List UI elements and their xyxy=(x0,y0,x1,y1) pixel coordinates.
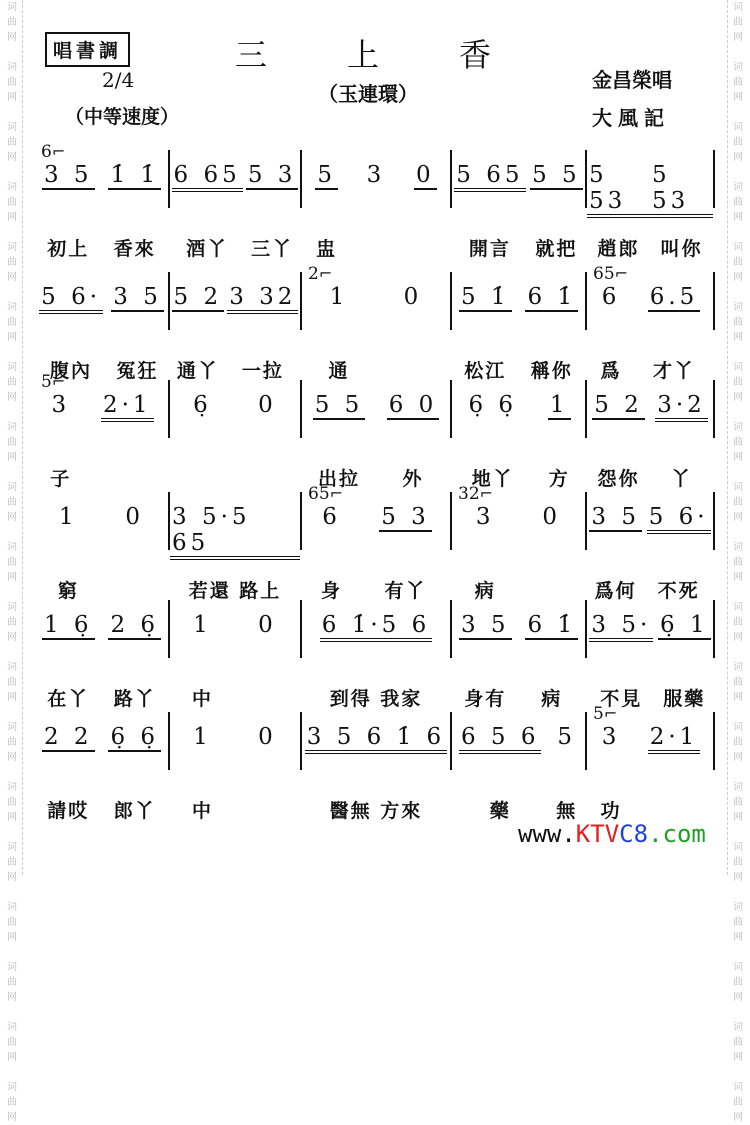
lyric: 若還 路上 xyxy=(188,580,282,602)
lyric: 怨你 xyxy=(597,468,640,490)
lyric: 酒丫 xyxy=(186,238,229,260)
note: 2 6̣ xyxy=(110,612,160,638)
note-group xyxy=(108,612,161,710)
note-group xyxy=(49,392,72,490)
note: 3 5 xyxy=(591,504,640,530)
lyric: 腹內 xyxy=(50,360,93,382)
note: 5 1̇ xyxy=(460,284,510,310)
note-group xyxy=(589,612,653,710)
note-group xyxy=(402,284,425,310)
note-group xyxy=(379,504,432,602)
lyric: 爲何 xyxy=(594,580,637,602)
note-group xyxy=(170,504,300,602)
score-row xyxy=(35,372,715,490)
note: 6.5 xyxy=(649,284,699,310)
grace-note: 6 ⌐ xyxy=(41,142,65,162)
note: 2·1 xyxy=(101,392,154,422)
note-group xyxy=(525,284,578,382)
grace-note: 5 ⌐ xyxy=(41,372,65,392)
note-group xyxy=(313,392,366,490)
note-group xyxy=(647,504,711,602)
note: 3 5 xyxy=(43,162,93,188)
note-group xyxy=(320,612,432,710)
note: 5 3 xyxy=(247,162,297,188)
lyric: 到得 我家 xyxy=(329,688,423,710)
note: 5 6· xyxy=(39,284,103,314)
note: 5 3 xyxy=(381,504,430,530)
note: 5 53 xyxy=(650,162,713,218)
score-row xyxy=(35,484,715,602)
note: 6 5 6 xyxy=(459,724,542,754)
lyric: 服藥 xyxy=(663,688,706,710)
note-group xyxy=(191,612,214,710)
tempo-marking: （中等速度） xyxy=(65,106,180,128)
lyric: 請哎 xyxy=(47,800,90,822)
note: 1 xyxy=(193,612,212,638)
watermark-right: 词 曲 网 词 曲 网 词 曲 网 词 曲 网 词 曲 网 词 曲 网 词 曲 网 词 曲 网 词 曲 网 词 曲 网 词 曲 网 词 曲 网 词 曲 网 词 曲 网 词 曲 网 词 曲 网 词 曲 网 词 曲 网 词 曲 网 xyxy=(727,0,748,875)
lyric: 藥 xyxy=(489,800,511,822)
lyric: 無 xyxy=(556,800,578,822)
lyric: 中 xyxy=(191,688,213,710)
note: 3 32 xyxy=(227,284,298,314)
note-group xyxy=(256,392,279,418)
lyric: 中 xyxy=(191,800,213,822)
note-group xyxy=(650,162,713,260)
note: 6̣ 1 xyxy=(660,612,709,638)
measure xyxy=(587,492,715,602)
measure xyxy=(587,150,715,260)
note-group xyxy=(256,724,279,750)
measure xyxy=(35,372,170,490)
lyric: 才丫 xyxy=(652,360,695,382)
measure xyxy=(587,264,715,382)
note: 5 xyxy=(317,162,336,188)
lyric: 香來 xyxy=(113,238,156,260)
measure xyxy=(452,272,587,382)
lyric: 有丫 xyxy=(384,580,427,602)
tune-style-box: 唱書調 xyxy=(45,32,130,67)
note-group xyxy=(548,392,571,490)
note: 6̣ 6̣ xyxy=(468,392,518,418)
measure xyxy=(452,712,587,822)
note: 0 xyxy=(416,162,435,188)
note: 5 xyxy=(557,724,577,750)
lyric: 三丫 xyxy=(251,238,294,260)
note-group xyxy=(101,392,154,422)
note-group xyxy=(172,162,243,260)
note-group xyxy=(227,284,298,382)
note: 3 5 6 1̇ 6 xyxy=(305,724,447,754)
note-group xyxy=(658,612,711,710)
note: 6 65 xyxy=(172,162,243,192)
measure xyxy=(35,712,170,822)
note-group xyxy=(600,724,623,822)
lyric: 通 xyxy=(328,360,350,382)
measure xyxy=(302,600,452,710)
singer-credit: 金昌榮唱 xyxy=(592,68,672,92)
measure xyxy=(35,492,170,602)
note-group xyxy=(42,162,95,260)
measure xyxy=(452,484,587,602)
measure xyxy=(170,712,302,822)
measure xyxy=(452,600,587,710)
note: 1 xyxy=(329,284,349,310)
measure xyxy=(35,142,170,260)
note-group xyxy=(589,504,642,602)
note: 5 65 xyxy=(454,162,525,192)
note: 6 xyxy=(322,504,341,530)
note-group xyxy=(315,162,338,260)
note-group xyxy=(592,392,645,490)
score-row xyxy=(35,142,715,260)
note-group xyxy=(555,724,578,822)
lyric: 地丫 xyxy=(471,468,514,490)
note: 0 xyxy=(258,392,277,418)
note-group xyxy=(108,724,161,822)
note-group xyxy=(320,504,343,602)
score-row xyxy=(35,704,715,822)
lyric: 一拉 xyxy=(241,360,284,382)
score-row xyxy=(35,600,715,710)
note: 6 1̇ xyxy=(527,284,577,310)
note: 2·1 xyxy=(648,724,701,754)
lyric: 外 xyxy=(402,468,424,490)
grace-note: 32 ⌐ xyxy=(458,484,493,504)
note-group xyxy=(111,284,164,382)
note: 5 53 xyxy=(587,162,650,218)
note: 3 xyxy=(601,724,621,750)
note-group xyxy=(246,162,299,260)
note-group xyxy=(39,284,103,382)
note: 6 1̇ xyxy=(527,612,577,638)
note-group xyxy=(42,724,95,822)
note-group xyxy=(256,612,279,638)
note-group xyxy=(123,504,146,530)
note-group xyxy=(466,392,519,490)
note: 5 2 xyxy=(173,284,223,310)
lyric: 趙郎 xyxy=(597,238,640,260)
note-group xyxy=(600,284,623,382)
lyric: 病 xyxy=(541,688,563,710)
time-signature: 2/4 xyxy=(102,68,135,92)
note: 6̣ xyxy=(193,392,212,418)
note: 6 1̇·5 6 xyxy=(320,612,432,642)
note-group xyxy=(525,612,578,710)
note: 1̇ 1̇ xyxy=(110,162,160,188)
note-group xyxy=(454,162,525,260)
measure xyxy=(170,600,302,710)
watermark-left: 词 曲 网 词 曲 网 词 曲 网 词 曲 网 词 曲 网 词 曲 网 词 曲 网 词 曲 网 词 曲 网 词 曲 网 词 曲 网 词 曲 网 词 曲 网 词 曲 网 词 曲 网 词 曲 网 词 曲 网 词 曲 网 词 曲 网 xyxy=(2,0,23,875)
lyric: 通丫 xyxy=(176,360,219,382)
measure xyxy=(170,492,302,602)
note: 0 xyxy=(258,724,277,750)
note-group xyxy=(648,284,701,382)
note: 1 xyxy=(549,392,569,418)
note: 6 xyxy=(601,284,621,310)
note: 6 0 xyxy=(388,392,438,418)
measure xyxy=(302,264,452,382)
lyric: 稱你 xyxy=(530,360,573,382)
url-part: .com xyxy=(648,820,706,848)
note: 0 xyxy=(403,284,423,310)
note-group xyxy=(648,724,701,754)
note-group xyxy=(459,724,542,822)
grace-note: 2 ⌐ xyxy=(308,264,332,284)
lyric: 盅 xyxy=(316,238,338,260)
note-group xyxy=(459,284,512,382)
note-group xyxy=(57,504,80,602)
note: 5 6· xyxy=(647,504,711,534)
note: 3 xyxy=(475,504,495,530)
note: 5 5 xyxy=(532,162,581,188)
lyric: 方 xyxy=(548,468,570,490)
page-title: 三上香 xyxy=(235,36,572,74)
note: 3 5·5 65 xyxy=(170,504,300,560)
measure xyxy=(35,272,170,382)
measure xyxy=(302,712,452,822)
note-group xyxy=(108,162,161,260)
grace-note: 65 ⌐ xyxy=(593,264,628,284)
url-part: www. xyxy=(518,820,576,848)
lyric: 就把 xyxy=(535,238,578,260)
lyric: 身有 xyxy=(464,688,507,710)
lyric: 開言 xyxy=(468,238,511,260)
lyric: 初上 xyxy=(47,238,90,260)
measure xyxy=(587,600,715,710)
recorder-credit: 大風記 xyxy=(592,106,670,130)
measure xyxy=(452,150,587,260)
note-group xyxy=(540,504,563,530)
note-group xyxy=(414,162,437,190)
subtitle: （玉連環） xyxy=(318,82,418,106)
lyric: 叫你 xyxy=(660,238,703,260)
note-group xyxy=(328,284,351,382)
note: 5 5 xyxy=(314,392,364,418)
note-group xyxy=(387,392,440,490)
lyric: 爲 xyxy=(600,360,622,382)
grace-note: 65 ⌐ xyxy=(308,484,343,504)
measure xyxy=(587,704,715,822)
note: 1 xyxy=(58,504,78,530)
note: 1 6̣ xyxy=(43,612,93,638)
note-group xyxy=(587,162,650,260)
note: 3 xyxy=(51,392,71,418)
note-group xyxy=(655,392,708,490)
note: 2 2 xyxy=(43,724,93,750)
note: 5 2 xyxy=(594,392,643,418)
lyric: 郎丫 xyxy=(113,800,156,822)
lyric: 功 xyxy=(600,800,622,822)
measure xyxy=(587,380,715,490)
note: 0 xyxy=(542,504,562,530)
lyric: 不死 xyxy=(657,580,700,602)
measure xyxy=(170,150,302,260)
lyric: 出拉 xyxy=(317,468,360,490)
measure xyxy=(35,600,170,710)
note: 3 5· xyxy=(589,612,653,642)
note: 3 5 xyxy=(113,284,162,310)
lyric: 醫無 方來 xyxy=(329,800,423,822)
score-row xyxy=(35,264,715,382)
url-part: C8 xyxy=(619,820,649,848)
site-url[interactable] xyxy=(518,820,706,848)
note-group xyxy=(365,162,388,188)
lyric: 冤狂 xyxy=(116,360,159,382)
lyric: 病 xyxy=(474,580,496,602)
url-part: KTV xyxy=(575,820,620,848)
measure xyxy=(452,380,587,490)
measure xyxy=(170,380,302,438)
lyric: 在丫 xyxy=(47,688,90,710)
note: 3·2 xyxy=(655,392,708,422)
lyric: 不見 xyxy=(600,688,643,710)
note-group xyxy=(42,612,95,710)
note: 0 xyxy=(258,612,277,638)
note-group xyxy=(530,162,583,260)
measure xyxy=(302,150,452,260)
note: 1 xyxy=(193,724,212,750)
note-group xyxy=(172,284,225,382)
note: 6̣ 6̣ xyxy=(110,724,160,750)
lyric: 路丫 xyxy=(113,688,156,710)
note-group xyxy=(474,504,497,602)
note-group xyxy=(305,724,447,822)
note: 3 5 xyxy=(460,612,510,638)
grace-note: 5 ⌐ xyxy=(593,704,617,724)
lyric: 子 xyxy=(50,468,72,490)
note: 0 xyxy=(125,504,145,530)
note-group xyxy=(459,612,512,710)
measure xyxy=(170,272,302,382)
measure xyxy=(302,484,452,602)
measure xyxy=(302,380,452,490)
lyric: 身 xyxy=(320,580,342,602)
note-group xyxy=(191,724,214,822)
lyric: 松江 xyxy=(464,360,507,382)
lyric: 丫 xyxy=(670,468,692,490)
note: 3 xyxy=(366,162,386,188)
note-group xyxy=(191,392,214,418)
lyric: 窮 xyxy=(57,580,79,602)
